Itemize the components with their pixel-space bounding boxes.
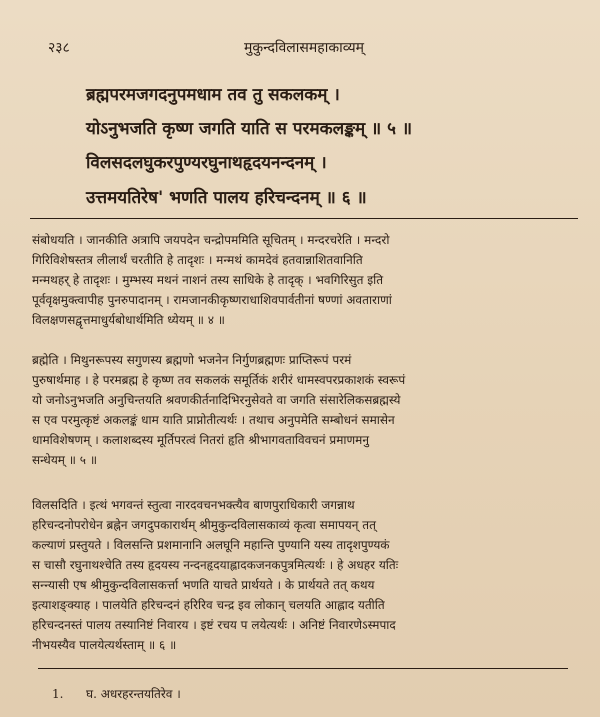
verse-divider	[30, 218, 578, 219]
footnote	[52, 685, 181, 702]
page-header	[48, 38, 560, 60]
commentary-line: पूर्ववृक्षमुक्त्वापीह पुनरुपादानम् । रामजानकीकृष्णराधाशिवपार्वतीनां षण्णां अवताराणां	[32, 293, 392, 307]
commentary-line: विलक्षणसद्वृत्तमाधुर्यबोधार्थमिति ध्येयम् ॥ ४ ॥	[32, 313, 225, 327]
commentary-line: स चासौ रघुनाथश्चेति तस्य हृदयस्य नन्दनहृदयाह्लादकजनकपुत्रमित्यर्थः । हे अधहर यतिः	[32, 558, 399, 572]
commentary-line: यो जनोऽनुभजति अनुचिन्तयति श्रवणकीर्तनादिभिरनुसेवते वा जगति संसारेलिकसब्रह्मस्ये	[32, 393, 401, 407]
verse-line: योऽनुभजति कृष्ण जगति याति स परमकलङ्कम् ॥ ५ ॥	[86, 119, 413, 139]
commentary-line: इत्याशङ्क्याह । पालयेति हरिचन्दनं हरिरिव चन्द्र इव लोकान् चलयति आह्लाद यतीति	[32, 598, 385, 612]
commentary-line: विलसदिति । इत्थं भगवन्तं स्तुत्वा नारदवचनभक्त्यैव बाणपुराधिकारी जगन्नाथ	[32, 498, 355, 512]
commentary-line: संबोधयति । जानकीति अत्रापि जयपदेन चन्द्रोपममिति सूचितम् । मन्दरचरेति । मन्दरो	[32, 233, 390, 247]
footnote-divider	[38, 668, 568, 669]
commentary-line: ब्रह्मेति । मिथुनरूपस्य सगुणस्य ब्रह्मणो भजनेन निर्गुणब्रह्मणः प्राप्तिरूपं परमं	[32, 353, 352, 367]
commentary-line: स एव परमुत्कृष्टं अकलङ्कं धाम याति प्राप्नोतीत्यर्थः । तथाच अनुपमेति सम्बोधनं समासेन	[32, 413, 395, 427]
commentary-line: गिरिविशेषस्तत्र लीलार्थं चरतीति हे तादृशः । मन्मथं कामदेवं हतवान्नाशितवानिति	[32, 253, 363, 267]
commentary-line: हरिचन्दनस्तं पालय तस्यानिष्टं निवारय । इष्टं रचय प लयेत्यर्थः । अनिष्टं निवारणेऽस्मपाद	[32, 618, 396, 632]
commentary-line: नीभयस्यैव पालयेत्यर्थस्ताम् ॥ ६ ॥	[32, 638, 177, 652]
commentary-line: कल्याणं प्रस्तुयते । विलसन्ति प्रशमानानि अलघूनि महान्ति पुण्यानि यस्य तादृशपुण्यकं	[32, 538, 390, 552]
commentary-line: सन्धेयम् ॥ ५ ॥	[32, 453, 98, 467]
verse-line: उत्तमयतिरेष' भणति पालय हरिचन्दनम् ॥ ६ ॥	[86, 188, 367, 208]
commentary-line: मन्मथहर् हे तादृशः । मुम्भस्य मथनं नाशनं तस्य साधिके हे तादृक् । भवगिरिसुत इति	[32, 273, 384, 287]
footnote-text: घ. अधरहरन्तयतिरेव ।	[86, 687, 181, 701]
commentary-paragraph	[32, 350, 580, 470]
commentary-paragraph	[32, 230, 580, 330]
commentary-line: सन्न्यासी एष श्रीमुकुन्दविलासकर्त्ता भणति याचते प्रार्थयते । के प्रार्थयते तत् कथय	[32, 578, 375, 592]
commentary-paragraph	[32, 495, 580, 655]
commentary-line: पुरुषार्थमाह । हे परमब्रह्म हे कृष्ण तव सकलकं समूर्तिकं शरीरं धामस्वपरप्रकाशकं स्वरूपं	[32, 373, 406, 387]
verse-line: ब्रह्मपरमजगदनुपमधाम तव तु सकलकम् ।	[86, 85, 340, 105]
running-title: मुकुन्दविलासमहाकाव्यम्	[244, 40, 364, 56]
commentary-line: हरिचन्दनोपरोधेन ब्रह्नेन जगदुपकारार्थम् श्रीमुकुन्दविलासकाव्यं कृत्वा समापयन् तत्	[32, 518, 376, 532]
footnote-number: 1.	[52, 687, 64, 701]
verse-line: विलसदलघुकरपुण्यरघुनाथहृदयनन्दनम् ।	[86, 153, 327, 173]
commentary-line: धामविशेषणम् । कलाशब्दस्य मूर्तिपरत्वं नितरां हृति श्रीभागवताविवचनं प्रमाणमनु	[32, 433, 370, 447]
page-number: २३८	[48, 40, 70, 56]
